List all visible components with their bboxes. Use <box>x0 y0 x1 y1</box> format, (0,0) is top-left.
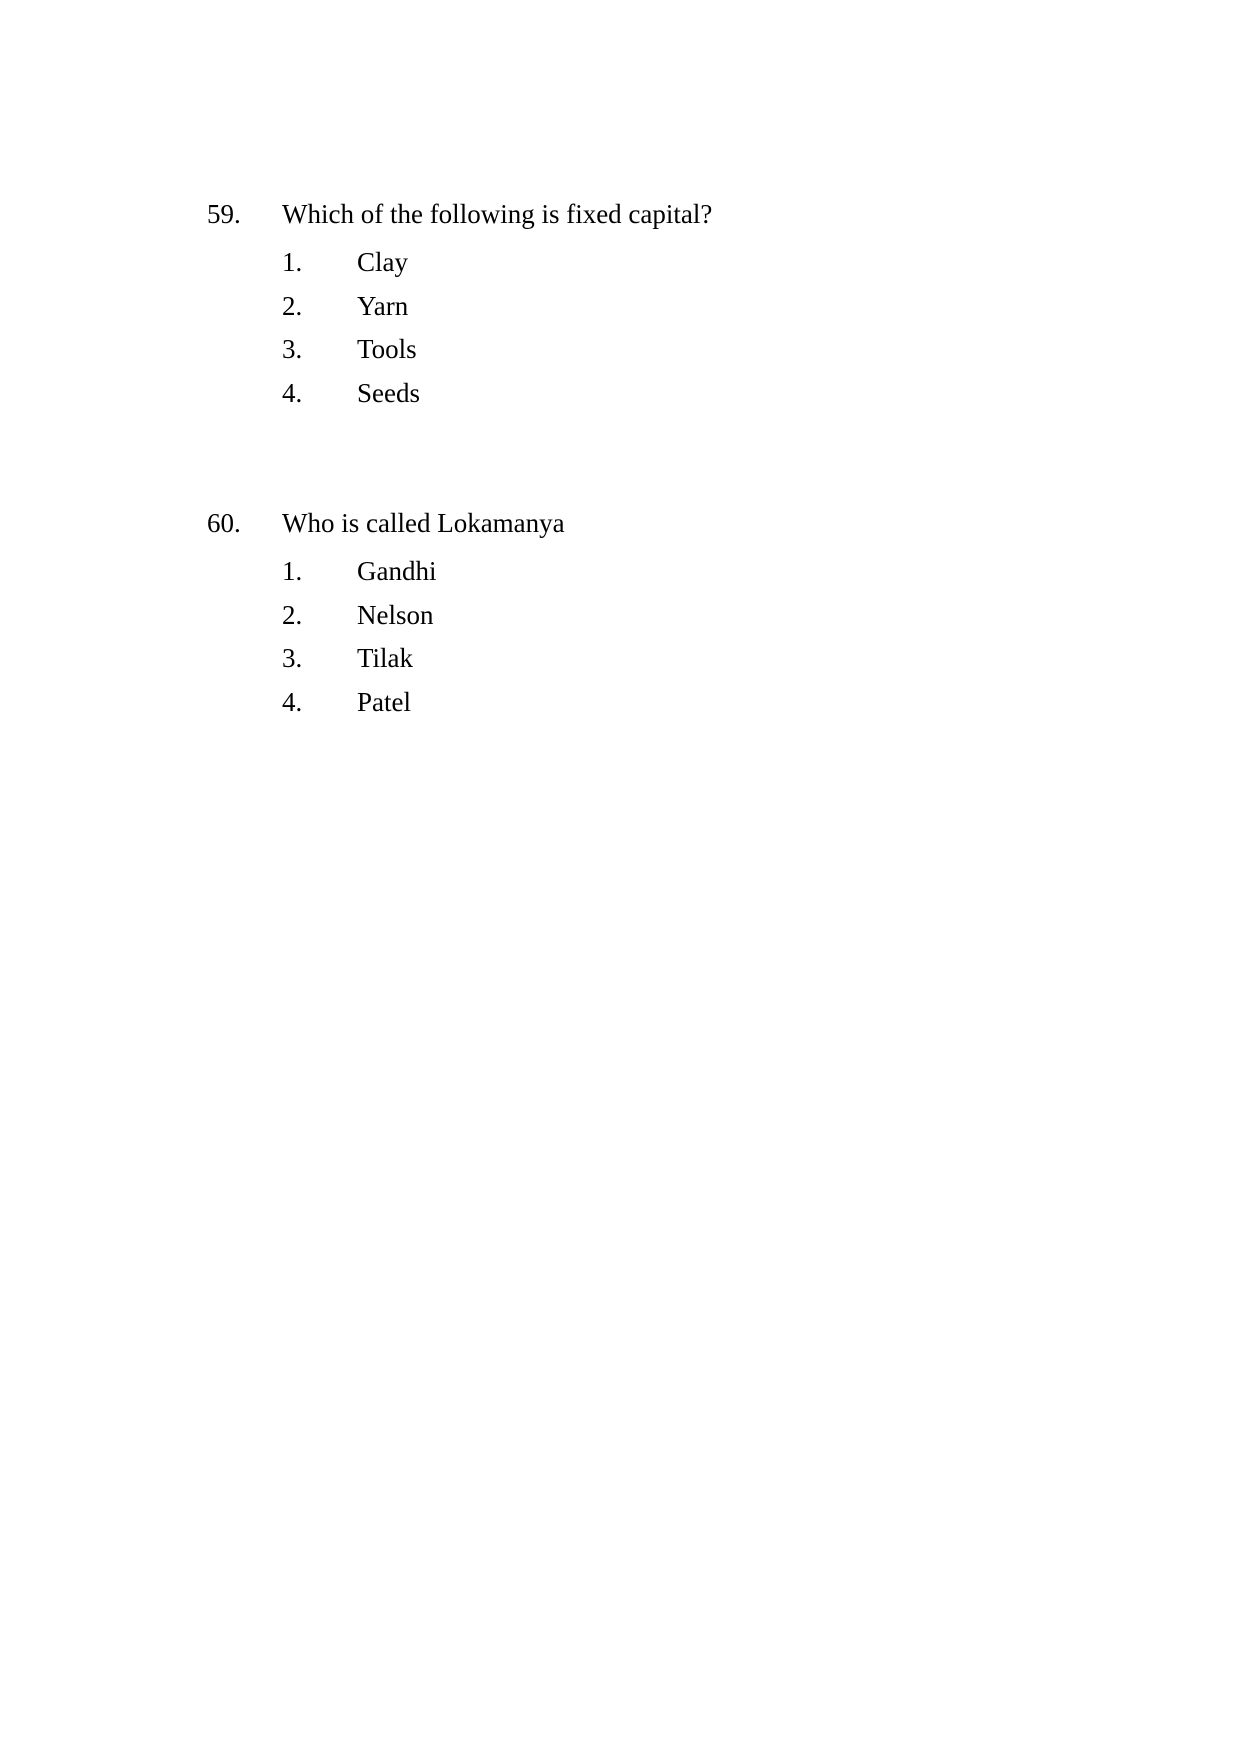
question-number: 60. <box>207 508 241 538</box>
option-number: 3. <box>282 643 303 673</box>
option-text: Seeds <box>357 377 420 408</box>
option-2 <box>0 286 1241 330</box>
option-text: Patel <box>357 686 411 717</box>
option-number: 2. <box>282 290 303 321</box>
option-2 <box>0 595 1241 639</box>
option-text: Gandhi <box>357 556 437 586</box>
option-4 <box>0 373 1241 417</box>
options-list <box>0 551 1241 725</box>
question-text: Who is called Lokamanya <box>282 508 565 538</box>
option-text: Nelson <box>357 599 434 630</box>
option-number: 4. <box>282 686 303 717</box>
option-3 <box>0 638 1241 682</box>
question-number: 59. <box>207 199 241 229</box>
option-number: 4. <box>282 377 303 408</box>
option-text: Tools <box>357 334 417 364</box>
option-text: Yarn <box>357 290 409 321</box>
options-list <box>0 242 1241 416</box>
question-text: Which of the following is fixed capital? <box>282 199 713 229</box>
option-number: 3. <box>282 334 303 364</box>
question-60 <box>0 503 1241 725</box>
option-number: 2. <box>282 599 303 630</box>
question-line <box>0 194 1241 234</box>
question-59 <box>0 194 1241 416</box>
option-text: Tilak <box>357 643 414 673</box>
question-line <box>0 503 1241 543</box>
option-3 <box>0 329 1241 373</box>
option-number: 1. <box>282 247 303 277</box>
option-number: 1. <box>282 556 303 586</box>
option-1 <box>0 551 1241 595</box>
option-1 <box>0 242 1241 286</box>
option-4 <box>0 682 1241 726</box>
option-text: Clay <box>357 247 408 277</box>
